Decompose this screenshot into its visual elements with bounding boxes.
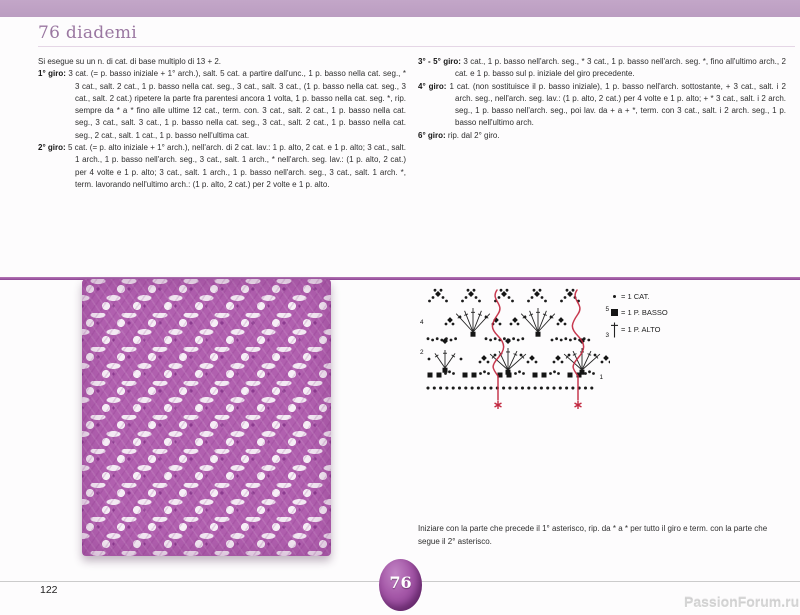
svg-text:5: 5 (605, 306, 609, 313)
round-4-paragraph (418, 81, 786, 130)
badge-number: 76 (389, 572, 412, 592)
svg-text:2: 2 (420, 349, 424, 356)
round-text: rip. dal 2° giro. (447, 130, 500, 140)
legend-item-single-crochet (608, 304, 668, 320)
instructions-left-column (38, 56, 406, 191)
watermark: PassionForum.ru (684, 594, 800, 610)
chain-dot-icon (608, 295, 621, 298)
instructions-right-column (418, 56, 786, 142)
round-text: 3 cat. (= p. basso iniziale + 1° arch.), salt. 5 cat. a partire dall'unc., 1 p. basso nella cat. seg., * 3 cat., salt. 2 cat., 1 p. basso nella cat. seg., 3 cat., salt. 3 cat., (1 p. basso nella cat. seg., 3 cat., salt. 2 cat.) ripetere la parte fra parentesi ancora 1 volta, 1 p. basso nella cat. seg. *, rip. sempre da * a * fino alle ultime 12 cat., term. con. 3 cat., salt. 2 cat., 1 p. basso nella cat. seg., 3 cat., salt. 3 cat., 1 p. basso nella cat. seg., 3 cat., salt. 2 cat., 1 p. basso nella cat. seg., 2 cat., salt. 1 cat., 1 p. basso nell'ultima cat. (68, 69, 406, 140)
legend-item-chain (608, 288, 668, 304)
cross-stitch-icon (608, 322, 621, 338)
svg-text:3: 3 (605, 332, 609, 339)
round-6-paragraph (418, 130, 786, 142)
legend-item-double-crochet (608, 320, 668, 339)
round-2-paragraph (38, 142, 406, 191)
round-label: 4° giro: (418, 81, 447, 91)
page-title: 76 diademi (38, 23, 137, 43)
round-label: 3° - 5° giro: (418, 57, 461, 66)
round-label: 6° giro: (418, 130, 446, 140)
intro-text: Si esegue su un n. di cat. di base multiplo di 13 + 2. (38, 57, 222, 66)
title-divider (38, 46, 795, 47)
top-color-band (0, 0, 800, 17)
round-1-paragraph (38, 68, 406, 142)
round-text: 1 cat. (non sostituisce il p. basso iniziale), 1 p. basso nell'arch. sottostante, + 3 cat., salt. i 2 arch. seg., nell'arch. seg. lav.: (1 p. alto, 2 cat.) per 4 volte e 1 p. alto; + * 3 cat., salt. i 2 arch. seg., 1 p. basso nell'arch. seg., poi lav. da + a + *, term. con 3 cat., salt. i 2 arch. seg., 1 p. basso nell'ultimo arch. (449, 81, 786, 128)
crochet-chart-diagram (420, 284, 610, 412)
page-number: 122 (40, 584, 58, 596)
svg-text:1: 1 (599, 374, 603, 381)
filled-square-icon (608, 309, 621, 316)
round-label: 1° giro: (38, 69, 66, 79)
round-label: 2° giro: (38, 143, 66, 153)
round-text: 3 cat., 1 p. basso nell'arch. seg., * 3 cat., 1 p. basso nell'arch. seg. *, fino all'ultimo arch., 2 cat. e 1 p. basso sul p. iniziale del giro precedente. (455, 57, 786, 79)
legend-label: = 1 P. BASSO (621, 307, 668, 317)
pattern-number-badge (379, 559, 422, 611)
crochet-swatch-photo (82, 279, 331, 556)
repeat-note-text: Iniziare con la parte che precede il 1° asterisco, rip. da * a * per tutto il giro e term. con la parte che segue il 2° asterisco. (418, 524, 768, 546)
stitch-legend (608, 288, 668, 339)
round-text: 5 cat. (= p. alto iniziale + 1° arch.), nell'arch. di 2 cat. lav.: 1 p. alto, 2 cat. e 1 p. alto; 3 cat., salt. 1 arch., 1 p. basso nell'arch. seg., 3 cat., salt. 1 arch., * nell'arch. seg. lav.: (1 p. alto, 2 cat.) per 4 volte e 1 p. alto; 3 cat., salt. 1 arch., 1 p. basso nell'arch. seg., 3 cat., salt. 1 arch. *, term. lavorando nell'ultimo arch.: (1 p. alto, 2 cat.) per 2 volte e 1 p. alto. (67, 143, 406, 189)
legend-label: = 1 CAT. (621, 291, 650, 301)
legend-label: = 1 P. ALTO (621, 325, 661, 334)
round-3-5-paragraph (418, 56, 786, 81)
svg-text:4: 4 (420, 319, 424, 326)
